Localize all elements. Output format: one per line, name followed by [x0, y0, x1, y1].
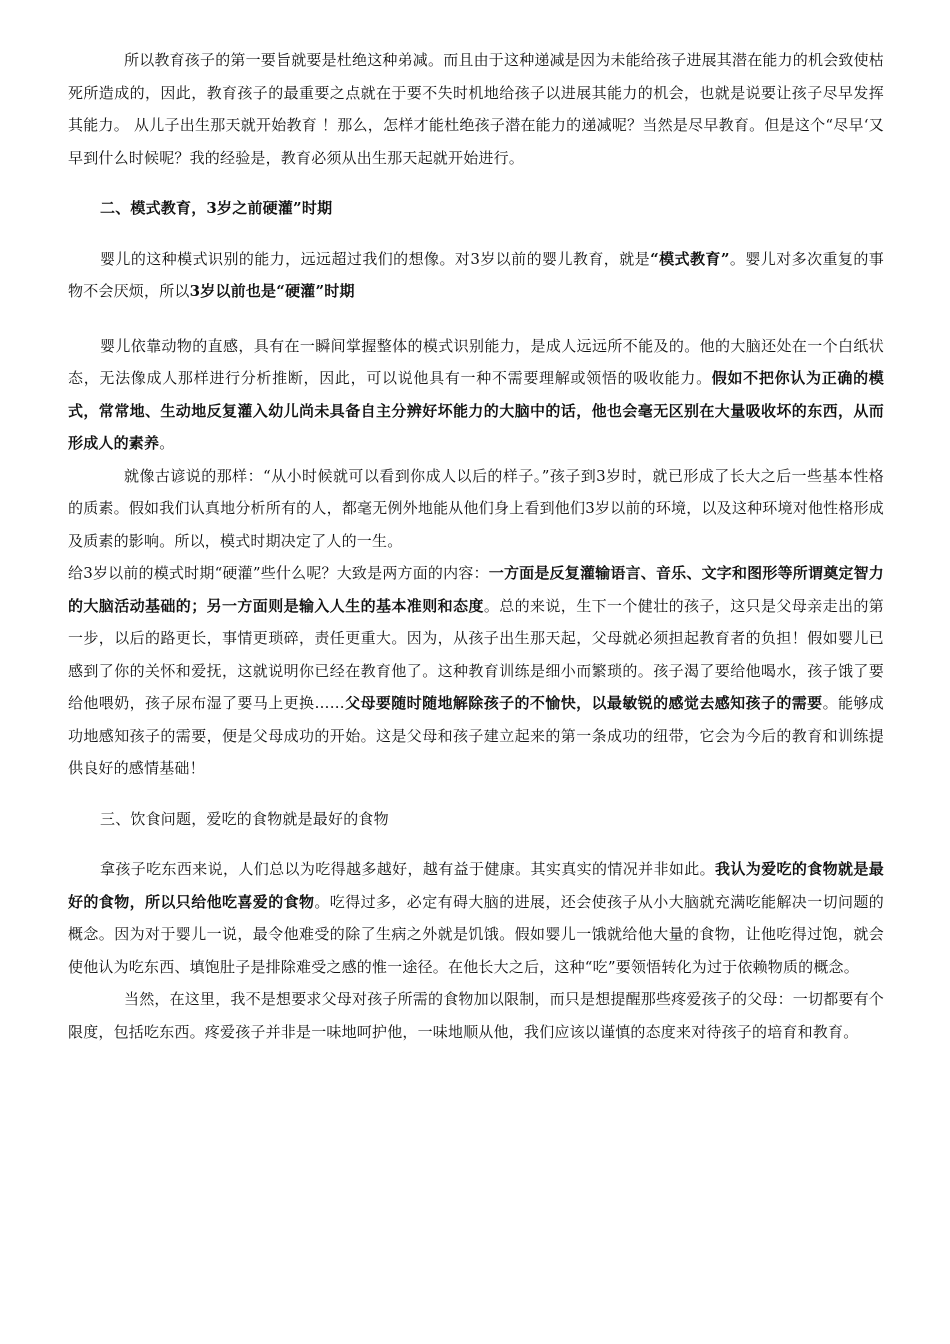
- bold-run: 父母要随时随地解除孩子的不愉快，以最敏锐的感觉去感知孩子的需要: [344, 694, 823, 712]
- text-run: 婴儿依靠动物的直感，具有在一瞬间掌握整体的模式识别能力，是成人远远所不能及的。他的大脑还处在一个白纸状态，无法像成人那样进行分析推断，因此，可以说他具有一种不需要理解或领悟的吸收能力。: [68, 336, 884, 387]
- paragraph-early-education: 所以教育孩子的第一要旨就要是杜绝这种弟减。而且由于这种递减是因为未能给孩子进展其潜在能力的机会致使枯死所造成的，因此，教育孩子的最重要之点就在于要不失时机地给孩子以进展其能力的机会，也就是说要让孩子尽早发挥其能力。 从儿子出生那天就开始教育 ！那么，怎样才能杜绝孩子潜在能力的递减呢？当然是尽早教育。但是这个“尽早‘又早到什么时候呢？我的经验是，教育必须从出生那天起就开始进行。: [68, 51, 885, 167]
- text-run: 。: [159, 434, 175, 452]
- text-run: 拿孩子吃东西来说，人们总以为吃得越多越好，越有益于健康。其实真实的情况并非如此。: [100, 860, 716, 878]
- text-run: 。吃得过多，必定有碍大脑的进展，还会使孩子从小大脑就充满吃能解决一切问题的概念。因为对于婴儿一说，最令他难受的除了生病之外就是饥饿。假如婴儿一饿就给他大量的食物，让他吃得过饱，就会使他认为吃东西、填饱肚子是排除难受之感的惟一途径。在他长大之后，这种“吃”要领悟转化为过于依赖物质的概念。: [68, 892, 885, 976]
- bold-run: 假如不把你认为正确的模式，常常地、生动地反复灌入幼儿尚未具备自主分辨好坏能力的大脑中的话，他也会毫无区别在大量吸收坏的东西，从而形成人的素养: [68, 369, 884, 452]
- paragraph-moderation: 当然，在这里，我不是想要求父母对孩子所需的食物加以限制，而只是想提醒那些疼爱孩子的父母：一切都要有个限度，包括吃东西。疼爱孩子并非是一味地呵护他，一味地顺从他，我们应该以谨慎的态度来对待孩子的培育和教育。: [68, 990, 885, 1041]
- section-heading-diet: 三、饮食问题，爱吃的食物就是最好的食物: [100, 809, 389, 828]
- bold-run: 一方面是反复灌输语言、音乐、文字和图形等所谓奠定智力的大脑活动基础的；另一方面则是输入人生的基本准则和态度: [68, 564, 885, 615]
- spacer: [68, 308, 884, 330]
- section-heading-pattern-education: 二、模式教育，3岁之前硬灌”时期: [100, 199, 333, 217]
- paragraph-favorite-food: [68, 853, 884, 983]
- paragraph-what-to-instill: [68, 557, 884, 785]
- paragraph-pattern-recognition: [68, 243, 884, 308]
- text-run: 婴儿的这种模式识别的能力，远远超过我们的想像。对3岁以前的婴儿教育，就是: [100, 249, 651, 268]
- bold-run: 3岁以前也是“硬灌”时期: [189, 282, 355, 300]
- paragraph-proverb: 就像古谚说的那样：“从小时候就可以看到你成人以后的样子。”孩子到3岁时，就已形成了长大之后一些基本性格的质素。假如我们认真地分析所有的人，都毫无例外地能从他们身上看到他们3岁以前的环境，以及这种环境对他性格形成及质素的影响。所以，模式时期决定了人的一生。: [68, 466, 884, 550]
- bold-run: “模式教育”: [650, 249, 730, 268]
- text-run: 给3岁以前的模式时期“硬灌”些什么呢？大致是两方面的内容：: [68, 564, 489, 582]
- text-run: 。能够成功地感知孩子的需要，便是父母成功的开始。这是父母和孩子建立起来的第一条成功的纽带，它会为今后的教育和训练提供良好的感情基础！: [68, 694, 884, 777]
- text-run: 。总的来说，生下一个健壮的孩子，这只是父母亲走出的第一步，以后的路更长，事情更琐碎，责任更重大。因为，从孩子出生那天起，父母就必须担起教育者的负担！假如婴儿已感到了你的关怀和爱抚，这就说明你已经在教育他了。这种教育训练是细小而繁琐的。孩子渴了要给他喝水，孩子饿了要给他喂奶，孩子尿布湿了要马上更换……: [68, 596, 885, 712]
- text-run: 。婴儿对多次重复的事物不会厌烦，所以: [68, 249, 884, 300]
- bold-run: 我认为爱吃的食物就是最好的食物，所以只给他吃喜爱的食物: [68, 860, 884, 911]
- paragraph-infant-intuition: [68, 330, 884, 460]
